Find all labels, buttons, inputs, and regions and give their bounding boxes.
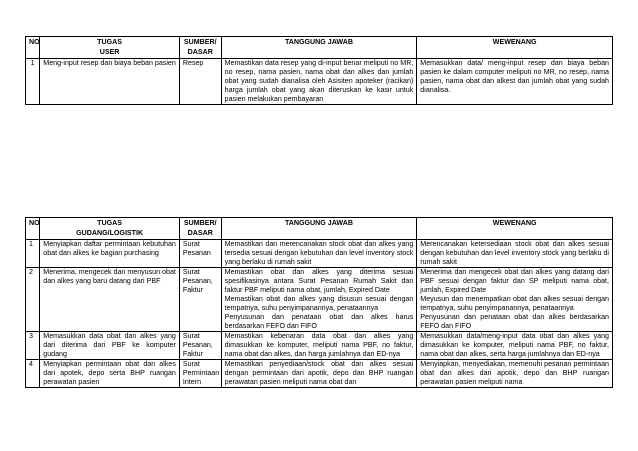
row-sumber: Surat Permintaan Intern <box>179 360 221 388</box>
row-no: 2 <box>26 268 40 332</box>
row-tugas: Menerima, mengecek dan menyusun obat dan alkes yang baru datang dari PBF <box>40 268 180 332</box>
text-line: DASAR <box>187 228 213 237</box>
row-no: 1 <box>26 59 40 105</box>
table-row <box>26 360 613 388</box>
header-sumber <box>179 37 221 59</box>
header-tanggung-jawab: TANGGUNG JAWAB <box>221 218 417 240</box>
row-wewenang: Merencanakan ketersediaan stock obat dan alkes sesuai dengan kebutuhan dan level inventory stock yang berlaku di rumah sakit <box>417 240 613 268</box>
row-tugas: Meng-input resep dan biaya beban pasien <box>40 59 180 105</box>
row-wewenang: Memasukkan data/ meng-input resep dan biaya beban pasien ke dalam computer meliputi no MR, no resep, nama pasien, nama obat dan alkest dan jumlah obat yang sudah dianalisa. <box>417 59 613 105</box>
text-line: DASAR <box>187 47 213 56</box>
table-row <box>26 332 613 360</box>
row-tanggung-jawab: Memastikan data resep yang di-input benar meliputi no MR, no resep, nama pasien, nama obat dan alkes dan jumlah obat yang sudah dianalisa oleh Asisiten apoteker (racikan) harga jumlah obat yang akan diteruskan ke kasir untuk pasien melakukan pembayaran <box>221 59 417 105</box>
row-sumber: Resep <box>179 59 221 105</box>
row-tanggung-jawab: Memastikan dan merencanakan stock obat dan alkes yang tersedia sesuai dengan kebutuhan dan level inventory stock yang berlaku di rumah sakit <box>221 240 417 268</box>
row-sumber: Surat Pesanan, Faktur <box>179 268 221 332</box>
row-tanggung-jawab: Memastikan penyediaan/stock obat dan alkes sesuai dengan permintaan dari apotik, depo dan BHP ruangan perawatan pasien meliputi nama obat dan <box>221 360 417 388</box>
row-no: 4 <box>26 360 40 388</box>
row-wewenang: Memasukkan data/meng-input data obat dan alkes yang dimasukkan ke komputer, meliputi nama PBF, no faktur, nama obat dan alkes, serta harga jumlahnya dan ED-nya <box>417 332 613 360</box>
row-tugas: Menyiapkan permintaan obat dan alkes dari apotek, depo serta BHP ruangan perawatan pasien <box>40 360 180 388</box>
text-line: USER <box>99 47 120 56</box>
text-line: TUGAS <box>97 38 122 46</box>
header-no: NO <box>26 37 40 59</box>
text-line: SUMBER/ <box>183 219 217 227</box>
header-tanggung-jawab: TANGGUNG JAWAB <box>221 37 417 59</box>
text-line: GUDANG/LOGISTIK <box>76 228 144 237</box>
logistics-task-table <box>25 217 613 388</box>
text-line: Penyusunan dan penataan obat dan alkes berdasarkan FEFO dan FIFO <box>420 313 609 330</box>
user-task-table <box>25 36 613 105</box>
row-wewenang: Menyiapkan, menyediakan, memenuhi pesanan permintaan obat dan alkes dari apotik, depo dan BHP ruangan perawatan pasien meliputi nama <box>417 360 613 388</box>
text-line: Penyusunan dan penataan obat dan alkes harus berdasarkan FEFO dan FIFO <box>224 313 414 330</box>
text-line: Meyusun dan menempatkan obat dan alkes sesuai dengan tempatnya, suhu penyimpanannya, penataannya <box>420 295 609 312</box>
table-row <box>26 59 613 105</box>
text-line: Menerima dan mengecek obat dan alkes yang datang dari PBF sesuai dengan faktur dan SP meliputi nama obat, jumlah, Expired Date <box>420 268 609 294</box>
table-header-row <box>26 218 613 240</box>
header-no: NO <box>26 218 40 240</box>
row-no: 3 <box>26 332 40 360</box>
text-line: SUMBER/ <box>183 38 217 46</box>
row-no: 1 <box>26 240 40 268</box>
table-row <box>26 240 613 268</box>
header-wewenang: WEWENANG <box>417 218 613 240</box>
row-wewenang <box>417 268 613 332</box>
row-sumber: Surat Pesanan, Faktur <box>179 332 221 360</box>
text-line: Memastikan obat dan alkes yang diterima sesuai spesifikasinya antara Surat Pesanan Rumah Sakit dan faktur PBF meliputi nama obat, jumlah, Expired Date <box>224 268 414 294</box>
header-tugas <box>40 218 180 240</box>
table-header-row <box>26 37 613 59</box>
text-line: Memastikan obat dan alkes yang disusun sesuai dengan tempatnya, suhu penyimpanannya, penataannya <box>224 295 414 312</box>
header-tugas <box>40 37 180 59</box>
text-line: TUGAS <box>97 219 122 227</box>
table-row <box>26 268 613 332</box>
row-tanggung-jawab <box>221 268 417 332</box>
row-tugas: Memasukkan data obat dan alkes yang dari diterima dari PBF ke komputer gudang <box>40 332 180 360</box>
header-sumber <box>179 218 221 240</box>
row-sumber: Surat Pesanan <box>179 240 221 268</box>
header-wewenang: WEWENANG <box>417 37 613 59</box>
row-tugas: Menyiapkan daftar permintaan kebutuhan obat dan alkes ke bagian purchasing <box>40 240 180 268</box>
row-tanggung-jawab: Memastikan kebenaran data obat dan alkes yang dimasukkan ke komputer, meliputi nama PBF, no faktur, nama obat dan alkes, dan harga jumlahnya dan ED-nya <box>221 332 417 360</box>
